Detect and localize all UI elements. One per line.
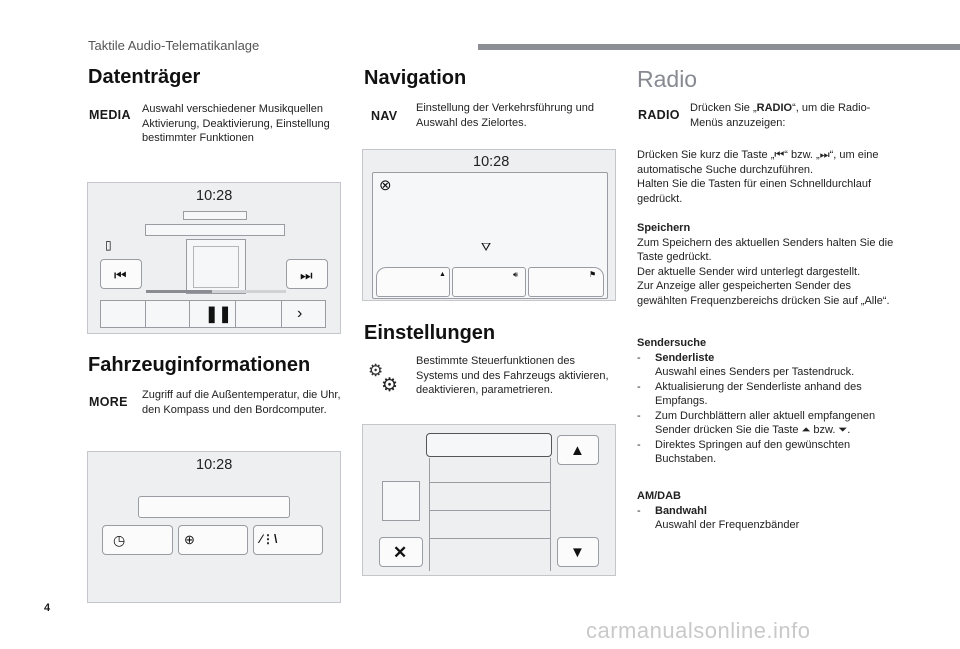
page-number: 4 bbox=[44, 602, 51, 614]
next-track-button[interactable] bbox=[286, 259, 328, 289]
speichern-section bbox=[637, 221, 897, 308]
header-bar bbox=[478, 44, 960, 50]
speichern-title: Speichern bbox=[637, 222, 691, 234]
amdab-section bbox=[637, 489, 897, 533]
trip-computer-button[interactable] bbox=[253, 525, 323, 555]
sender-item: - Zum Durchblättern aller aktuell empfangenen Sender drücken Sie die Taste ⏶ bzw. ⏷. bbox=[637, 409, 876, 436]
media-track-title bbox=[183, 211, 247, 220]
sendersuche-title: Sendersuche bbox=[637, 337, 707, 349]
settings-side-panel bbox=[382, 481, 420, 521]
sender-item: - Aktualisierung der Senderliste anhand des Empfangs. bbox=[637, 380, 862, 407]
media-key: MEDIA bbox=[89, 108, 131, 122]
vehicle-position-icon: ⛛ bbox=[481, 240, 492, 254]
settings-list-header[interactable] bbox=[426, 433, 552, 457]
clock-icon: ◷ bbox=[113, 532, 126, 548]
media-description: Auswahl verschiedener Musikquellen Aktivierung, Deaktivierung, Einstellung bestimmter Funktionen bbox=[142, 103, 330, 144]
search-destination-icon[interactable]: ⊗ bbox=[379, 177, 392, 194]
settings-gear-small-icon: ⚙ bbox=[381, 375, 399, 396]
sender-item: - Senderliste Auswahl eines Senders per Tastendruck. bbox=[637, 351, 855, 378]
traffic-icon: ⚑ bbox=[589, 270, 597, 279]
media-album-art bbox=[186, 239, 246, 294]
media-screen bbox=[87, 182, 341, 334]
navigation-heading: Navigation bbox=[364, 67, 467, 89]
radio-search-text bbox=[637, 148, 897, 206]
vehicle-info-description: Zugriff auf die Außentemperatur, die Uhr, den Kompass und den Bordcomputer. bbox=[142, 389, 341, 416]
close-icon: ✕ bbox=[393, 543, 408, 562]
scroll-up-button[interactable] bbox=[557, 435, 599, 465]
chevron-right-icon[interactable]: › bbox=[297, 305, 303, 322]
caret-up-icon: ▲ bbox=[439, 271, 446, 278]
radio-description: Drücken Sie „RADIO“, um die Radio-Menüs anzuzeigen: bbox=[690, 102, 871, 129]
scroll-down-button[interactable] bbox=[557, 537, 599, 567]
clock-button[interactable] bbox=[102, 525, 173, 555]
nav-screen-clock: 10:28 bbox=[473, 154, 510, 170]
nav-traffic-button[interactable] bbox=[528, 267, 604, 297]
road-icon: ⁄⋮\ bbox=[260, 532, 278, 546]
navigation-description: Einstellung der Verkehrsführung und Auswahl des Zielortes. bbox=[416, 102, 594, 129]
compass-button[interactable] bbox=[178, 525, 248, 555]
settings-heading: Einstellungen bbox=[364, 322, 496, 344]
media-control-bar bbox=[100, 300, 326, 328]
vehicle-info-display bbox=[138, 496, 290, 518]
compass-icon: ⊕ bbox=[184, 532, 195, 547]
radio-p2: Halten Sie die Tasten für einen Schnelldurchlauf gedrückt. bbox=[637, 178, 872, 205]
speichern-line: Der aktuelle Sender wird unterlegt dargestellt. bbox=[637, 265, 861, 278]
vehicle-info-key: MORE bbox=[89, 395, 128, 409]
next-icon: ⏭ bbox=[300, 267, 313, 283]
sendersuche-section bbox=[637, 336, 897, 467]
arrow-up-icon: ▲ bbox=[570, 442, 585, 459]
previous-track-button[interactable] bbox=[100, 259, 142, 289]
settings-list bbox=[429, 458, 551, 571]
speichern-line: Zum Speichern des aktuellen Senders halten Sie die Taste gedrückt. bbox=[637, 236, 894, 263]
close-button[interactable] bbox=[379, 537, 423, 567]
sender-item: - Direktes Springen auf den gewünschten Buchstaben. bbox=[637, 438, 851, 465]
pause-button[interactable]: ❚❚ bbox=[205, 306, 232, 323]
media-screen-clock: 10:28 bbox=[196, 188, 233, 204]
page-header-title: Taktile Audio-Telematikanlage bbox=[88, 38, 260, 53]
navigation-screen bbox=[362, 149, 616, 301]
speaker-icon: 🔊︎ bbox=[513, 270, 519, 279]
radio-heading: Radio bbox=[637, 66, 698, 92]
amdab-title: AM/DAB bbox=[637, 490, 681, 502]
arrow-down-icon: ▼ bbox=[570, 544, 585, 561]
nav-audio-button[interactable] bbox=[452, 267, 526, 297]
nav-menu-button[interactable] bbox=[376, 267, 450, 297]
settings-description: Bestimmte Steuerfunktionen des Systems und des Fahrzeugs aktivieren, deaktivieren, parametrieren. bbox=[416, 355, 609, 396]
vehicle-screen-clock: 10:28 bbox=[196, 457, 233, 473]
speichern-line: Zur Anzeige aller gespeicherten Sender des gewählten Frequenzbereichs drücken Sie auf „Alle“. bbox=[637, 280, 890, 307]
previous-icon: ⏮ bbox=[114, 267, 127, 283]
vehicle-info-screen bbox=[87, 451, 341, 603]
media-heading: Datenträger bbox=[88, 66, 201, 88]
media-progress-bar[interactable] bbox=[146, 290, 286, 293]
band-item: - Bandwahl Auswahl der Frequenzbänder bbox=[637, 504, 800, 531]
watermark: carmanualsonline.info bbox=[586, 618, 811, 643]
settings-screen bbox=[362, 424, 616, 576]
navigation-key: NAV bbox=[371, 109, 398, 123]
media-artist bbox=[145, 224, 285, 236]
radio-p1: Drücken Sie kurz die Taste „⏮“ bzw. „⏭“, um eine automatische Suche durchzuführen. bbox=[637, 149, 879, 176]
radio-key: RADIO bbox=[638, 108, 680, 122]
vehicle-info-heading: Fahrzeuginformationen bbox=[88, 354, 311, 376]
settings-gear-icon: ⚙ bbox=[368, 361, 384, 380]
usb-icon: ▯ bbox=[105, 238, 112, 252]
